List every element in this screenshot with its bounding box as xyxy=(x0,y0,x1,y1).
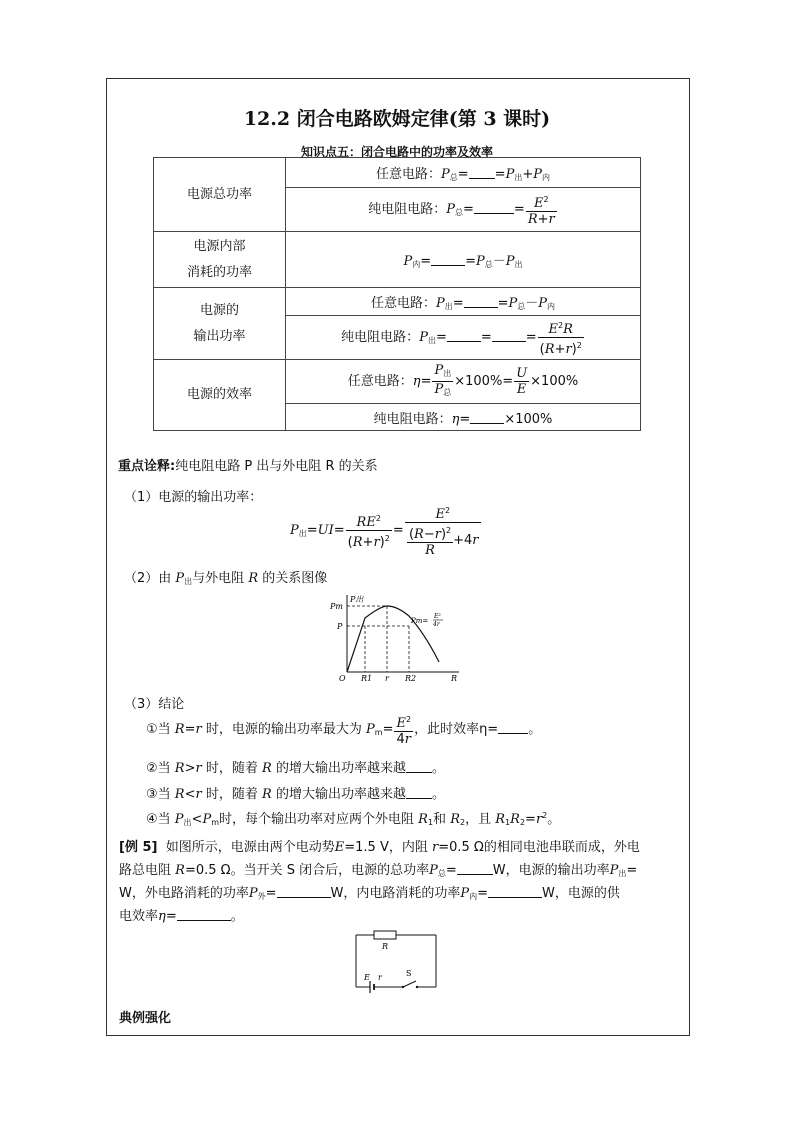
blank-field[interactable] xyxy=(447,329,481,342)
item-2: （2）由 $P_出$与外电阻 R 的关系图像 xyxy=(124,571,328,586)
footer-label: 典例强化 xyxy=(119,1011,172,1026)
blank-field[interactable] xyxy=(431,253,465,266)
circuit-internal-r-label: r xyxy=(378,973,382,982)
example-line-4: 电效率η= 。 xyxy=(119,909,244,924)
item-3: （3）结论 xyxy=(124,697,185,712)
origin-label: O xyxy=(339,674,346,683)
pm-annotation: Pm= xyxy=(411,617,429,625)
blank-field[interactable] xyxy=(277,885,331,898)
blank-field[interactable] xyxy=(406,760,432,773)
pm-annotation-frac-num: E² xyxy=(434,613,441,620)
internal-power: $P_内= =P_总-P_出$ xyxy=(286,232,641,288)
output-power-pure: 纯电阻电路：$P_出=$ = = $\frac{E^2R}{(R+r)^2}$ xyxy=(286,316,641,360)
switch-s[interactable] xyxy=(403,981,416,987)
conclusion-1: ①当 R=r 时，电源的输出功率最大为 $P_m=$ $\frac{E^2}{4r}$ ，此时效率η= 。 xyxy=(146,712,541,750)
key-explanation: 重点诠释:纯电阻电路 P 出与外电阻 R 的关系 xyxy=(118,459,378,474)
blank-field[interactable] xyxy=(457,862,493,875)
row-output-power-label: 电源的 输出功率 xyxy=(154,288,286,360)
p-label: P xyxy=(337,622,343,631)
example-line-2: 路总电阻 R=0.5 Ω。当开关 S 闭合后，电源的总功率$P_总= W$，电源的输出功率$P_出=$ xyxy=(119,863,638,878)
blank-field[interactable] xyxy=(474,201,514,214)
blank-field[interactable] xyxy=(177,908,231,921)
output-power-any: 任意电路：$P_出= =P_总-P_内$ xyxy=(286,288,641,316)
blank-field[interactable] xyxy=(498,721,528,734)
example-line-1: [例 5] 如图所示，电源由两个电动势E=1.5 V，内阻 r=0.5 Ω的相同电池串联而成，外电 xyxy=(119,840,640,855)
efficiency-pure: 纯电阻电路：η= ×100% xyxy=(286,404,641,431)
conclusion-4: ④当 $P_出<P_m$时，每个输出功率对应两个外电阻 $R_1$和 $R_2$，且 $R_1R_2=r^2$。 xyxy=(146,811,561,827)
item-1: （1）电源的输出功率： xyxy=(124,490,263,505)
pm-annotation-frac-den: 4r xyxy=(433,621,440,628)
example-line-3: W，外电路消耗的功率$P_外= W$，内电路消耗的功率$P_内= W$，电源的供 xyxy=(119,886,620,901)
x-axis-label: R xyxy=(451,674,458,683)
conclusion-2: ②当 R>r 时，随着 R 的增大输出功率越来越 。 xyxy=(146,761,445,776)
total-power-pure: 纯电阻电路：$P_总=$ = $\frac{E^2}{R+r}$ xyxy=(286,188,641,232)
circuit-e-label: E xyxy=(364,973,370,982)
row-efficiency-label: 电源的效率 xyxy=(154,360,286,431)
blank-field[interactable] xyxy=(464,295,498,308)
blank-field[interactable] xyxy=(406,786,432,799)
power-resistance-graph xyxy=(325,592,465,684)
row-internal-power-label: 电源内部 消耗的功率 xyxy=(154,232,286,288)
output-power-formula: $P_出=UI=$ $\frac{RE^2}{(R+r)^2}$ = $E^2$ $\frac{(R-r)^2}{R}$ +4r xyxy=(290,503,482,558)
circuit-r-label: R xyxy=(382,942,389,951)
power-curve xyxy=(347,606,439,672)
tick-r2: R2 xyxy=(405,674,417,683)
circuit-diagram xyxy=(352,925,440,995)
tick-r1: R1 xyxy=(361,674,373,683)
blank-field[interactable] xyxy=(469,166,495,179)
total-power-any: 任意电路：$P_总= =P_出+P_内$ xyxy=(286,158,641,188)
conclusion-3: ③当 R<r 时，随着 R 的增大输出功率越来越 。 xyxy=(146,787,445,802)
row-total-power-label: 电源总功率 xyxy=(154,158,286,232)
y-axis-label: P出 xyxy=(350,595,364,604)
resistor-r xyxy=(374,931,396,939)
blank-field[interactable] xyxy=(492,329,526,342)
knowledge-table xyxy=(153,157,641,431)
section-subtitle: 知识点五：闭合电路中的功率及效率 xyxy=(300,145,493,159)
blank-field[interactable] xyxy=(470,411,504,424)
efficiency-any: 任意电路：η= $\frac{P_出}{P_总}$ ×100%= $\frac{U}{E}$ ×100% xyxy=(286,360,641,404)
tick-r: r xyxy=(385,674,389,683)
circuit-s-label: S xyxy=(406,969,412,978)
page-title: 12.2 闭合电路欧姆定律(第 3 课时) xyxy=(243,108,551,130)
blank-field[interactable] xyxy=(488,885,542,898)
pm-label: Pm xyxy=(330,602,343,611)
